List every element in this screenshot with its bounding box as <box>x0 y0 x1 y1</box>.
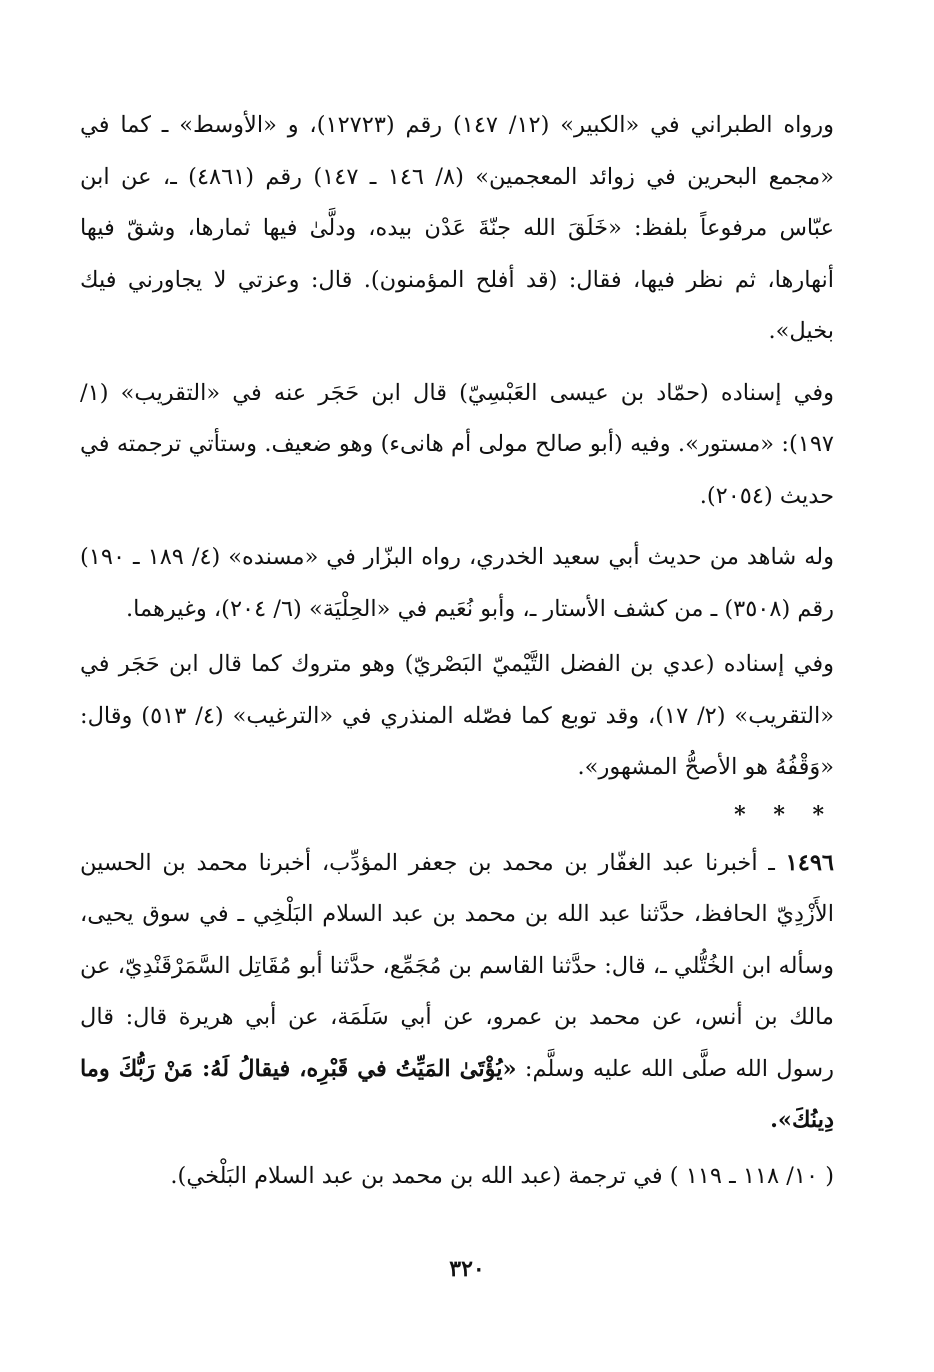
paragraph-shahid-khudri: وله شاهد من حديث أبي سعيد الخدري، رواه البزّار في «مسنده» (٤/ ١٨٩ ـ ١٩٠) رقم (٣٥٠٨) ـ من كشف الأستار ـ، وأبو نُعَيم في «الحِلْيَة» (٦/ ٢٠٤)، وغيرهما. <box>80 544 834 622</box>
paragraph-tabarani: ورواه الطبراني في «الكبير» (١٢/ ١٤٧) رقم (١٢٧٢٣)، و «الأوسط» ـ كما في «مجمع البحرين في زوائد المعجمين» (٨/ ١٤٦ ـ ١٤٧) رقم (٤٨٦١) ـ، عن ابن عبّاس مرفوعاً بلفظ: «خَلَقَ الله جنّةَ عَدْن بيده، ودلَّىٰ فيها ثمارها، وشقّ فيها أنهارها، ثم نظر فيها، فقال: (قد أفلح المؤمنون). قال: وعزتي لا يجاورني فيك بخيل». <box>80 112 834 344</box>
hadith-reference-note: ( ١٠/ ١١٨ ـ ١١٩ ) في ترجمة (عبد الله بن محمد بن عبد السلام البَلْخي). <box>170 1162 834 1189</box>
hadith-isnad: ـ أخبرنا عبد الغفّار بن محمد بن جعفر المؤدِّب، أخبرنا محمد بن الحسين الأَزْدِيّ الحافظ، حدَّثنا عبد الله بن محمد بن عبد السلام البَلْخِي ـ في سوق يحيى، وسأله ابن الخُتُّلي ـ، قال: حدَّثنا القاسم بن مُجَمِّع، حدَّثنا أبو مُقَاتِل السَّمَرْقَنْدِيّ، عن مالك بن أنس، عن محمد بن عمرو، عن أبي سَلَمَة، عن أبي هريرة قال: قال رسول الله صلَّى الله عليه وسلَّم: <box>80 849 834 1082</box>
section-separator: * * * <box>734 801 834 828</box>
hadith-text <box>80 838 834 1147</box>
hadith-matn: «يُؤْتَىٰ المَيِّتُ في قَبْرِه، فيقالُ لَهُ: مَنْ رَبُّكَ وما دِينُكَ». <box>80 1055 834 1133</box>
page-number: ٣٢٠ <box>449 1256 485 1282</box>
paragraph-isnad-hammad: وفي إسناده (حمّاد بن عيسى العَبْسِيّ) قال ابن حَجَر عنه في «التقريب» (١/ ١٩٧): «مستور». وفيه (أبو صالح مولى أم هانىء) وهو ضعيف. وستأتي ترجمته في حديث (٢٠٥٤). <box>80 379 834 509</box>
main-text <box>80 100 834 1202</box>
hadith-number: ١٤٩٦ <box>785 849 834 876</box>
paragraph-isnad-adi: وفي إسناده (عدي بن الفضل التَّيْميّ البَصْريّ) وهو متروك كما قال ابن حَجَر في «التقريب» (٢/ ١٧)، وقد توبع كما فصّله المنذري في «الترغيب» (٤/ ٥١٣) وقال: «وَقْفُهُ هو الأصحُّ المشهور». <box>80 651 835 780</box>
